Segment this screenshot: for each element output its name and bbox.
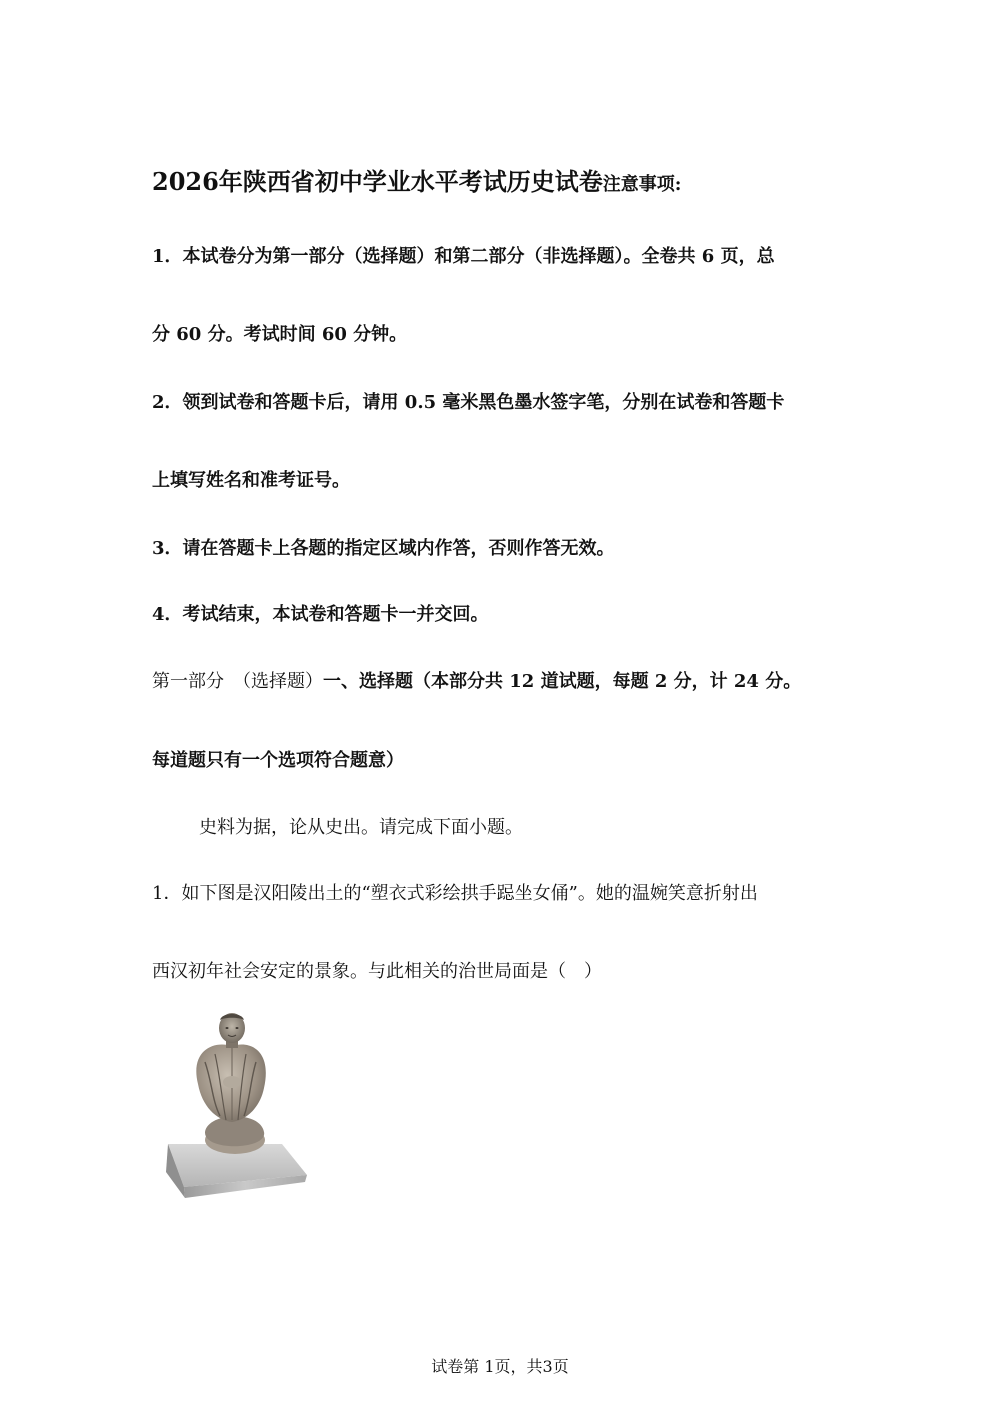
note-4: 4．考试结束，本试卷和答题卡一并交回。 (152, 604, 489, 625)
exam-title: 2026年陕西省初中学业水平考试历史试卷 (152, 167, 603, 196)
note-1-line-1: 1．本试卷分为第一部分（选择题）和第二部分（非选择题）。全卷共 6 页，总 (152, 246, 775, 267)
intro-text: 史料为据，论从史出。请完成下面小题。 (199, 817, 523, 838)
note-2-line-2: 上填写姓名和准考证号。 (152, 470, 350, 491)
kneeling-female-figurine-image (160, 1012, 315, 1204)
question-1-line-1: 1．如下图是汉阳陵出土的“塑衣式彩绘拱手跽坐女俑”。她的温婉笑意折射出 (152, 883, 758, 904)
page-indicator: 试卷第 1页，共3页 (431, 1357, 569, 1376)
note-3: 3．请在答题卡上各题的指定区域内作答，否则作答无效。 (152, 538, 615, 559)
document-title-line (152, 167, 682, 197)
note-2-line-1: 2．领到试卷和答题卡后，请用 0.5 毫米黑色墨水签字笔，分别在试卷和答题卡 (152, 392, 785, 413)
question-1-line-2: 西汉初年社会安定的景象。与此相关的治世局面是（ ） (152, 961, 602, 982)
part-one-label: 第一部分 （选择题） (152, 671, 323, 692)
section-heading: 一、选择题（本部分共 12 道试题，每题 2 分，计 24 分。 (323, 671, 802, 692)
section-heading-line-1 (152, 670, 801, 694)
page-footer (0, 1356, 1000, 1378)
section-heading-line-2: 每道题只有一个选项符合题意） (152, 750, 404, 771)
notice-heading: 注意事项: (602, 174, 682, 195)
note-1-line-2: 分 60 分。考试时间 60 分钟。 (152, 324, 408, 345)
